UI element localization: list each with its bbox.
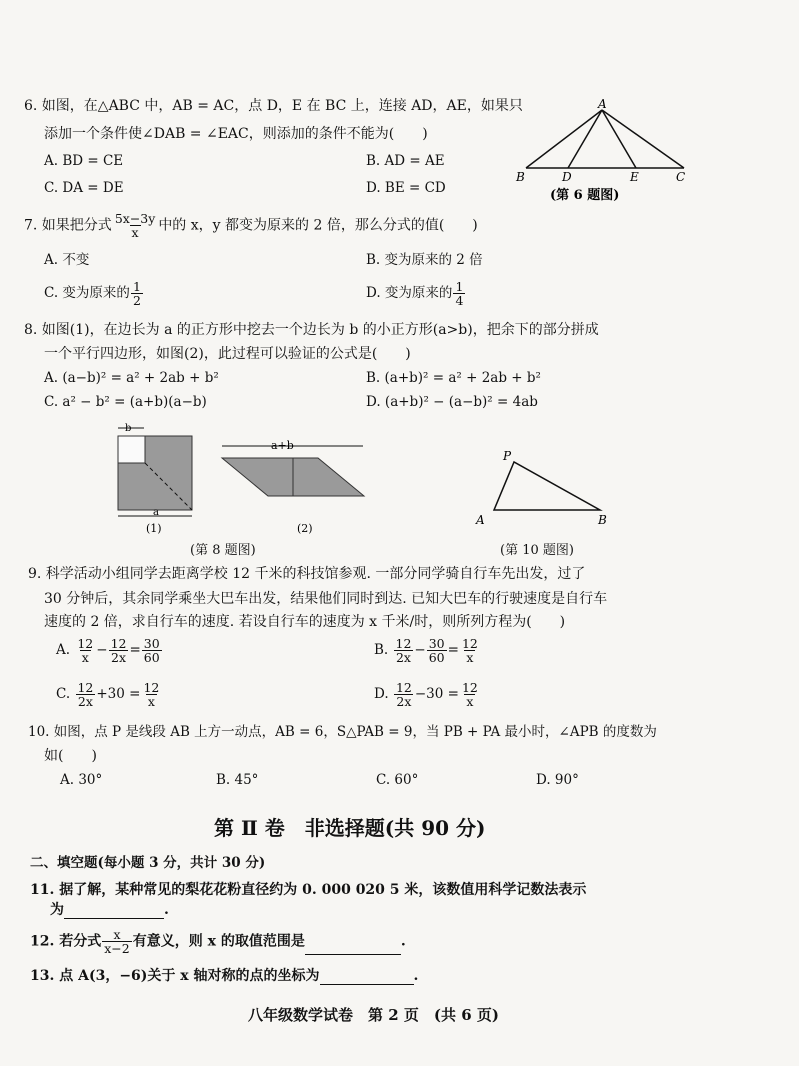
q9-option-b	[374, 637, 481, 664]
q9-b-frac1	[394, 637, 414, 664]
q10-label-b: B	[598, 513, 607, 527]
q6-label-a: A	[598, 97, 607, 111]
q7-option-d-num: 1	[455, 279, 464, 294]
q9-option-d	[374, 681, 481, 708]
q11-answer-blank[interactable]	[64, 904, 164, 919]
q7-fraction	[113, 212, 158, 239]
q7-pre: 7. 如果把分式	[24, 217, 112, 234]
q6-line2: 添加一个条件使∠DAB = ∠EAC，则添加的条件不能为( )	[44, 126, 428, 142]
q7-option-d-den: 4	[455, 293, 464, 309]
q13-text: 13. 点 A(3，−6)关于 x 轴对称的点的坐标为	[30, 968, 320, 984]
q9-b-op1: −	[414, 642, 426, 659]
q10-line2: 如( )	[44, 748, 97, 764]
q9-c-frac3	[141, 681, 161, 708]
q10-label-p: P	[503, 449, 512, 463]
q9-b-f1d: 2x	[395, 650, 411, 666]
q9-b-f3d: x	[466, 650, 474, 666]
q9-d-f3d: x	[466, 694, 474, 710]
q9-c-frac1	[75, 681, 95, 708]
q9-b-frac3	[460, 637, 480, 664]
q9-b-op2: =	[447, 642, 459, 659]
q10-option-a: A. 30°	[60, 772, 103, 788]
q10-triangle-figure	[470, 448, 620, 536]
q7-option-d-text: D. 变为原来的	[366, 285, 453, 302]
q11-line2-pre: 为	[50, 902, 64, 918]
q7-post: 中的 x，y 都变为原来的 2 倍，那么分式的值( )	[158, 217, 478, 234]
q11-line2	[50, 902, 169, 919]
q10-line1: 10. 如图，点 P 是线段 AB 上方一动点，AB = 6，S△PAB = 9，当 PB + PA 最小时，∠APB 的度数为	[28, 724, 657, 740]
q8-caption: (第 8 题图)	[190, 543, 256, 558]
q9-b-f2n: 30	[428, 636, 445, 651]
q9-d-op1: −30 =	[414, 686, 459, 703]
q9-d-frac1	[394, 681, 414, 708]
q6-option-b: B. AD = AE	[366, 153, 445, 169]
q9-d-label: D.	[374, 686, 389, 703]
q9-d-f1n: 12	[395, 680, 412, 695]
q8-fig1-label-a: a	[153, 507, 159, 518]
q10-option-c: C. 60°	[376, 772, 419, 788]
section-2-title: 第 Ⅱ 卷 非选择题(共 90 分)	[214, 816, 486, 840]
q9-line2: 30 分钟后，其余同学乘坐大巴车出发，结果他们同时到达. 已知大巴车的行驶速度是自行车	[44, 591, 608, 607]
q8-figure-1	[110, 418, 200, 538]
q8-fig1-label-b: b	[125, 423, 132, 434]
q9-d-f3n: 12	[461, 680, 478, 695]
q9-c-op1: +30 =	[96, 686, 141, 703]
q9-a-f3d: 60	[143, 650, 160, 666]
q9-b-frac2	[427, 637, 447, 664]
q9-a-f1d: x	[81, 650, 89, 666]
q12-frac-den: x−2	[104, 941, 130, 957]
q6-label-c: C	[676, 170, 686, 184]
q8-option-b: B. (a+b)² = a² + 2ab + b²	[366, 370, 541, 386]
q6-triangle-figure	[512, 96, 692, 204]
q9-a-op2: =	[129, 642, 141, 659]
q7-option-b: B. 变为原来的 2 倍	[366, 252, 483, 268]
q9-c-f1d: 2x	[77, 694, 93, 710]
q12-fraction	[102, 928, 131, 955]
q9-a-frac1	[75, 637, 95, 664]
q6-label-b: B	[516, 170, 525, 184]
q8-line2: 一个平行四边形，如图(2)，此过程可以验证的公式是( )	[44, 346, 411, 362]
q10-option-b: B. 45°	[216, 772, 259, 788]
q6-line1: 6. 如图，在△ABC 中，AB = AC，点 D，E 在 BC 上，连接 AD，AE，如果只	[24, 98, 523, 114]
q6-option-c: C. DA = DE	[44, 180, 124, 196]
q11-line1: 11. 据了解，某种常见的梨花花粉直径约为 0. 000 020 5 米，该数值用科学记数法表示	[30, 882, 587, 898]
q6-option-a: A. BD = CE	[44, 153, 124, 169]
q9-option-a	[56, 637, 163, 664]
q12-pre: 12. 若分式	[30, 933, 102, 950]
q8-fig2-label: a+b	[271, 439, 294, 452]
q10-label-a: A	[476, 513, 485, 527]
q11-line2-post: .	[164, 902, 169, 918]
q13-end: .	[413, 968, 419, 984]
q9-c-label: C.	[56, 686, 71, 703]
q7-option-c-num: 1	[132, 279, 141, 294]
q7-option-c-den: 2	[132, 293, 141, 309]
q8-option-a: A. (a−b)² = a² + 2ab + b²	[44, 370, 219, 386]
q9-a-label: A.	[56, 642, 71, 659]
q7-option-a: A. 不变	[44, 252, 90, 268]
q8-option-d: D. (a+b)² − (a−b)² = 4ab	[366, 394, 538, 410]
q9-d-frac3	[460, 681, 480, 708]
q9-b-label: B.	[374, 642, 389, 659]
q8-fig2-caption: (2)	[297, 522, 313, 535]
q10-option-d: D. 90°	[536, 772, 579, 788]
q9-b-f2d: 60	[428, 650, 445, 666]
q7-option-c-text: C. 变为原来的	[44, 285, 130, 302]
q8-figure-2	[215, 438, 375, 538]
q7-option-c-fraction	[131, 280, 143, 307]
q13-answer-blank[interactable]	[320, 970, 414, 985]
q9-a-f2d: 2x	[111, 650, 127, 666]
q6-label-d: D	[562, 170, 572, 184]
q9-d-f1d: 2x	[396, 694, 412, 710]
part-2-heading: 二、填空题(每小题 3 分，共计 30 分)	[30, 855, 266, 871]
q10-caption: (第 10 题图)	[500, 543, 574, 558]
q9-a-f3n: 30	[143, 636, 160, 651]
q12-answer-blank[interactable]	[305, 940, 401, 955]
q9-line3: 速度的 2 倍，求自行车的速度. 若设自行车的速度为 x 千米/时，则所列方程为( )	[44, 614, 566, 630]
q6-label-e: E	[630, 170, 639, 184]
q9-c-f1n: 12	[77, 680, 94, 695]
q7-option-c	[44, 280, 144, 307]
q7-option-d-fraction	[453, 280, 465, 307]
q9-c-f3d: x	[147, 694, 155, 710]
q7-frac-den: x	[131, 225, 139, 241]
q9-option-c	[56, 681, 162, 708]
q6-option-d: D. BE = CD	[366, 180, 446, 196]
q12-stem	[30, 928, 406, 955]
q9-a-frac2	[109, 637, 129, 664]
q8-line1: 8. 如图(1)，在边长为 a 的正方形中挖去一个边长为 b 的小正方形(a>b)，把余下的部分拼成	[24, 322, 599, 338]
q9-line1: 9. 科学活动小组同学去距离学校 12 千米的科技馆参观. 一部分同学骑自行车先出发，过了	[28, 566, 586, 582]
q9-a-f1n: 12	[77, 636, 94, 651]
page-footer: 八年级数学试卷 第 2 页 (共 6 页)	[248, 1006, 499, 1024]
q9-b-f1n: 12	[395, 636, 412, 651]
q9-a-op1: −	[96, 642, 108, 659]
q7-frac-num: 5x−3y	[114, 211, 156, 226]
q9-a-f2n: 12	[110, 636, 127, 651]
q9-c-f3n: 12	[143, 680, 160, 695]
q8-fig1-caption: (1)	[146, 522, 162, 535]
q6-figure-caption: (第 6 题图)	[550, 188, 620, 203]
q12-post: 有意义，则 x 的取值范围是	[132, 933, 305, 950]
q9-a-frac3	[142, 637, 162, 664]
q7-stem	[24, 212, 478, 239]
q12-end: .	[400, 933, 406, 950]
q7-option-d	[366, 280, 466, 307]
q13-stem	[30, 968, 418, 985]
q12-frac-num: x	[113, 927, 121, 942]
q8-option-c: C. a² − b² = (a+b)(a−b)	[44, 394, 207, 410]
q9-b-f3n: 12	[461, 636, 478, 651]
